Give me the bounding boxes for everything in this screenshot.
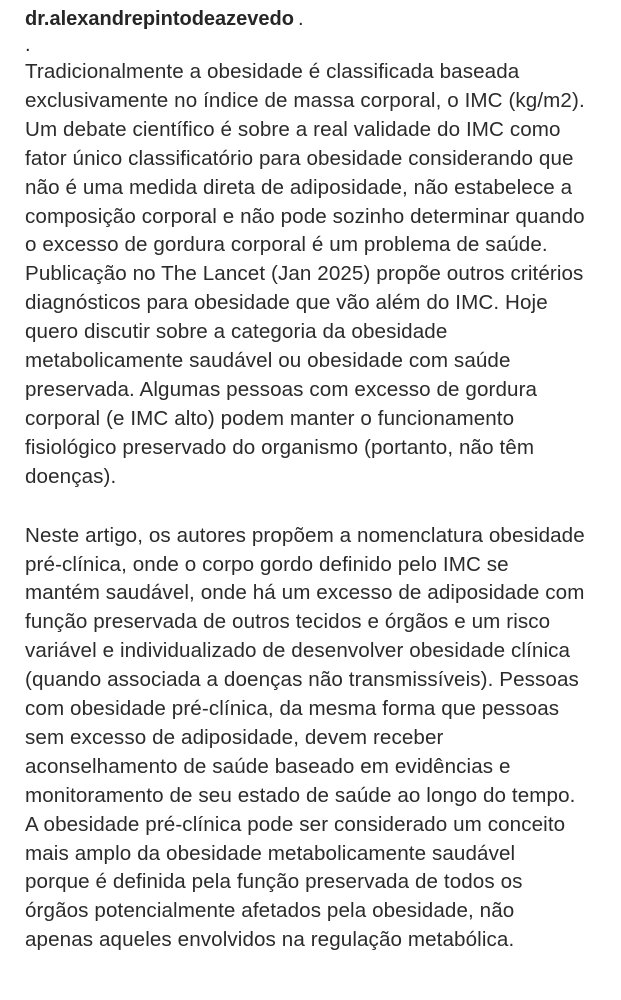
paragraph-2 <box>25 522 603 956</box>
caption-line: metabolicamente saudável ou obesidade com saúde <box>25 349 511 373</box>
caption-line: com obesidade pré-clínica, da mesma forma que pessoas <box>25 697 560 721</box>
paragraph-1 <box>25 58 603 492</box>
caption-header <box>25 6 603 32</box>
caption-line: órgãos potencialmente afetados pela obesidade, não <box>25 899 515 923</box>
caption-line: sem excesso de adiposidade, devem receber <box>25 725 444 749</box>
caption-line: quero discutir sobre a categoria da obesidade <box>25 320 448 344</box>
username-link[interactable]: dr.alexandrepintodeazevedo <box>25 8 294 30</box>
caption-line: Neste artigo, os autores propõem a nomenclatura obesidade <box>25 523 585 547</box>
caption-line: não é uma medida direta de adiposidade, não estabelece a <box>25 175 573 199</box>
caption-line: o excesso de gordura corporal é um problema de saúde. <box>25 233 548 257</box>
caption-line: composição corporal e não pode sozinho determinar quando <box>25 204 585 228</box>
caption-line: corporal (e IMC alto) podem manter o funcionamento <box>25 406 515 430</box>
caption-line: aconselhamento de saúde baseado em evidências e <box>25 754 511 778</box>
caption-line: exclusivamente no índice de massa corporal, o IMC (kg/m2). <box>25 88 585 112</box>
caption-line: diagnósticos para obesidade que vão além do IMC. Hoje <box>25 291 548 315</box>
caption-line: pré-clínica, onde o corpo gordo definido pelo IMC se <box>25 552 509 576</box>
caption-line: apenas aqueles envolvidos na regulação metabólica. <box>25 928 515 952</box>
caption-line: variável e individualizado de desenvolver obesidade clínica <box>25 639 571 663</box>
caption-line: mantém saudável, onde há um excesso de adiposidade com <box>25 581 585 605</box>
caption-line: Publicação no The Lancet (Jan 2025) propõe outros critérios <box>25 262 584 286</box>
caption-line: fisiológico preservado do organismo (portanto, não têm <box>25 435 535 459</box>
caption-line: preservada. Algumas pessoas com excesso de gordura <box>25 377 538 401</box>
caption-line: fator único classificatório para obesidade considerando que <box>25 146 574 170</box>
caption-line: (quando associada a doenças não transmissíveis). Pessoas <box>25 668 579 692</box>
caption-line: porque é definida pela função preservada de todos os <box>25 870 523 894</box>
caption-body <box>25 58 603 955</box>
caption-line: Tradicionalmente a obesidade é classificada baseada <box>25 60 520 83</box>
paragraph-spacer <box>25 492 603 522</box>
caption-line: A obesidade pré-clínica pode ser considerado um conceito <box>25 812 566 836</box>
caption-line: mais amplo da obesidade metabolicamente saudável <box>25 841 516 865</box>
caption-line: Um debate científico é sobre a real validade do IMC como <box>25 117 561 141</box>
caption-line: monitoramento de seu estado de saúde ao longo do tempo. <box>25 783 576 807</box>
caption-line: doenças). <box>25 464 117 488</box>
username-suffix: . <box>297 8 304 30</box>
dot-separator: . <box>25 34 31 56</box>
caption-line: função preservada de outros tecidos e órgãos e um risco <box>25 610 551 634</box>
